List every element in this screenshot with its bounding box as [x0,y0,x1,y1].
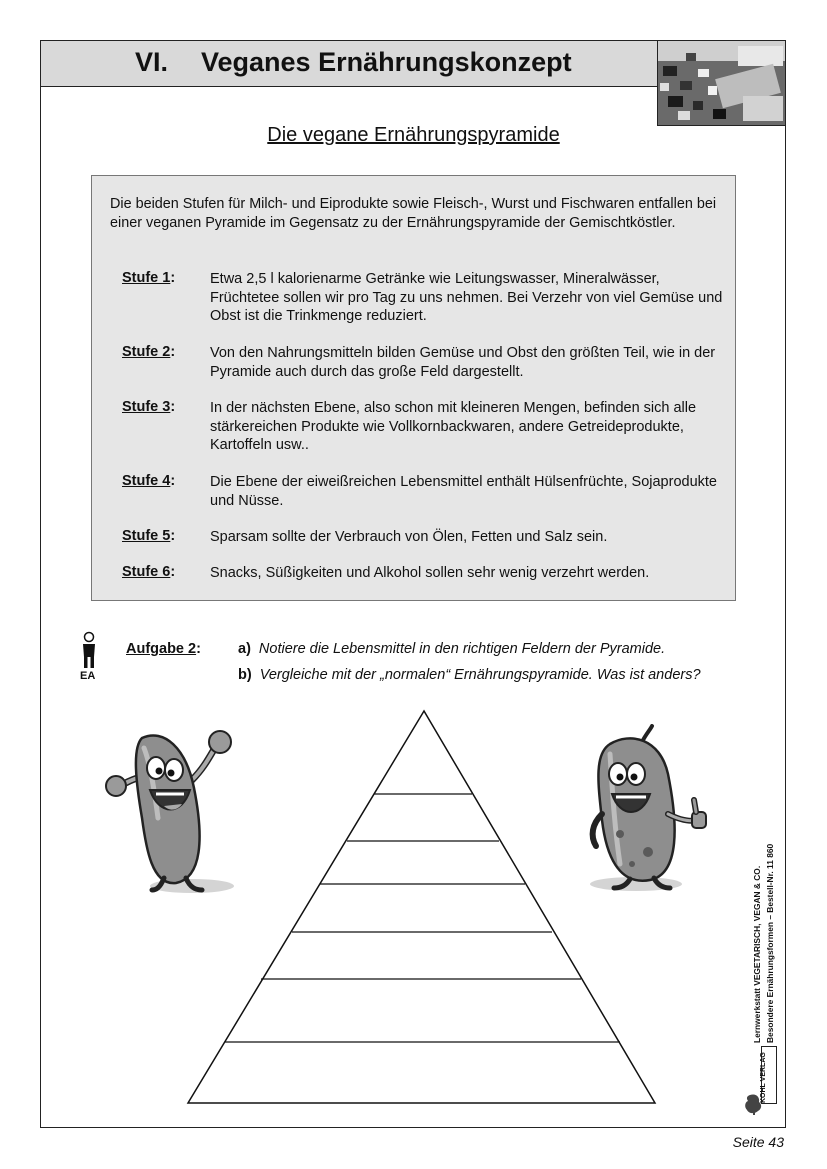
task-item-a: a) Notiere die Lebensmittel in den richtigen Feldern der Pyramide. [238,641,666,657]
page-title: Die vegane Ernährungspyramide [267,124,560,146]
publisher-logo-icon [744,1093,764,1115]
student-figure-icon [79,631,99,671]
chapter-number: VI. [135,47,169,77]
publisher-side-text [749,785,779,1045]
pickle-right-illustration [580,724,712,894]
publisher-name: KOHL VERLAG [760,1052,767,1103]
header-food-photo [657,40,786,126]
pickle-left-illustration [104,728,240,896]
task-item-b: b) Vergleiche mit der „normalen“ Ernährungspyramide. Was ist anders? [238,667,701,683]
stufe-4-label: Stufe 4: [122,473,176,489]
stufe-1-label: Stufe 1: [122,270,176,286]
side-line-2: Besondere Ernährungsformen – Bestell-Nr. 11 860 [765,843,775,1043]
stufe-5-label: Stufe 5: [122,528,176,544]
stufe-2-text: Von den Nahrungsmitteln bilden Gemüse und Obst den größten Teil, wie in der Pyramide auch durch das große Feld dargestellt. [210,345,716,380]
stufe-6-text: Snacks, Süßigkeiten und Alkohol sollen sehr wenig verzehrt werden. [210,565,650,581]
stufe-1-text: Etwa 2,5 l kalorienarme Getränke wie Leitungswasser, Mineralwässer, Früchtetee sollen wir pro Tag zu uns nehmen. Bei Verzehr von viel Gemüse und Obst ist die Trinkmenge reduziert. [210,271,723,324]
side-line-1: Lernwerkstatt VEGETARISCH, VEGAN & CO. [752,865,762,1043]
intro-text: Die beiden Stufen für Milch- und Eiprodukte sowie Fleisch-, Wurst und Fischwaren entfallen bei einer veganen Pyramide im Gegensatz zu der Ernährungspyramide der Gemischtköstler. [110,196,717,231]
stufe-3-label: Stufe 3: [122,399,176,415]
stufe-6-label: Stufe 6: [122,564,176,580]
work-form-label: EA [80,670,96,682]
chapter-title: Veganes Ernährungskonzept [201,47,572,77]
task-label: Aufgabe 2: [126,641,201,657]
stufe-4-text: Die Ebene der eiweißreichen Lebensmittel enthält Hülsenfrüchte, Sojaprodukte und Nüsse. [210,474,717,509]
stufe-5-text: Sparsam sollte der Verbrauch von Ölen, Fetten und Salz sein. [210,529,608,545]
stufe-2-label: Stufe 2: [122,344,176,360]
page-number: Seite 43 [732,1134,784,1150]
stufe-3-text: In der nächsten Ebene, also schon mit kleineren Mengen, befinden sich alle stärkereichen Produkte wie Vollkornbackwaren, andere Getreideprodukte, Kartoffeln usw.. [210,400,697,453]
